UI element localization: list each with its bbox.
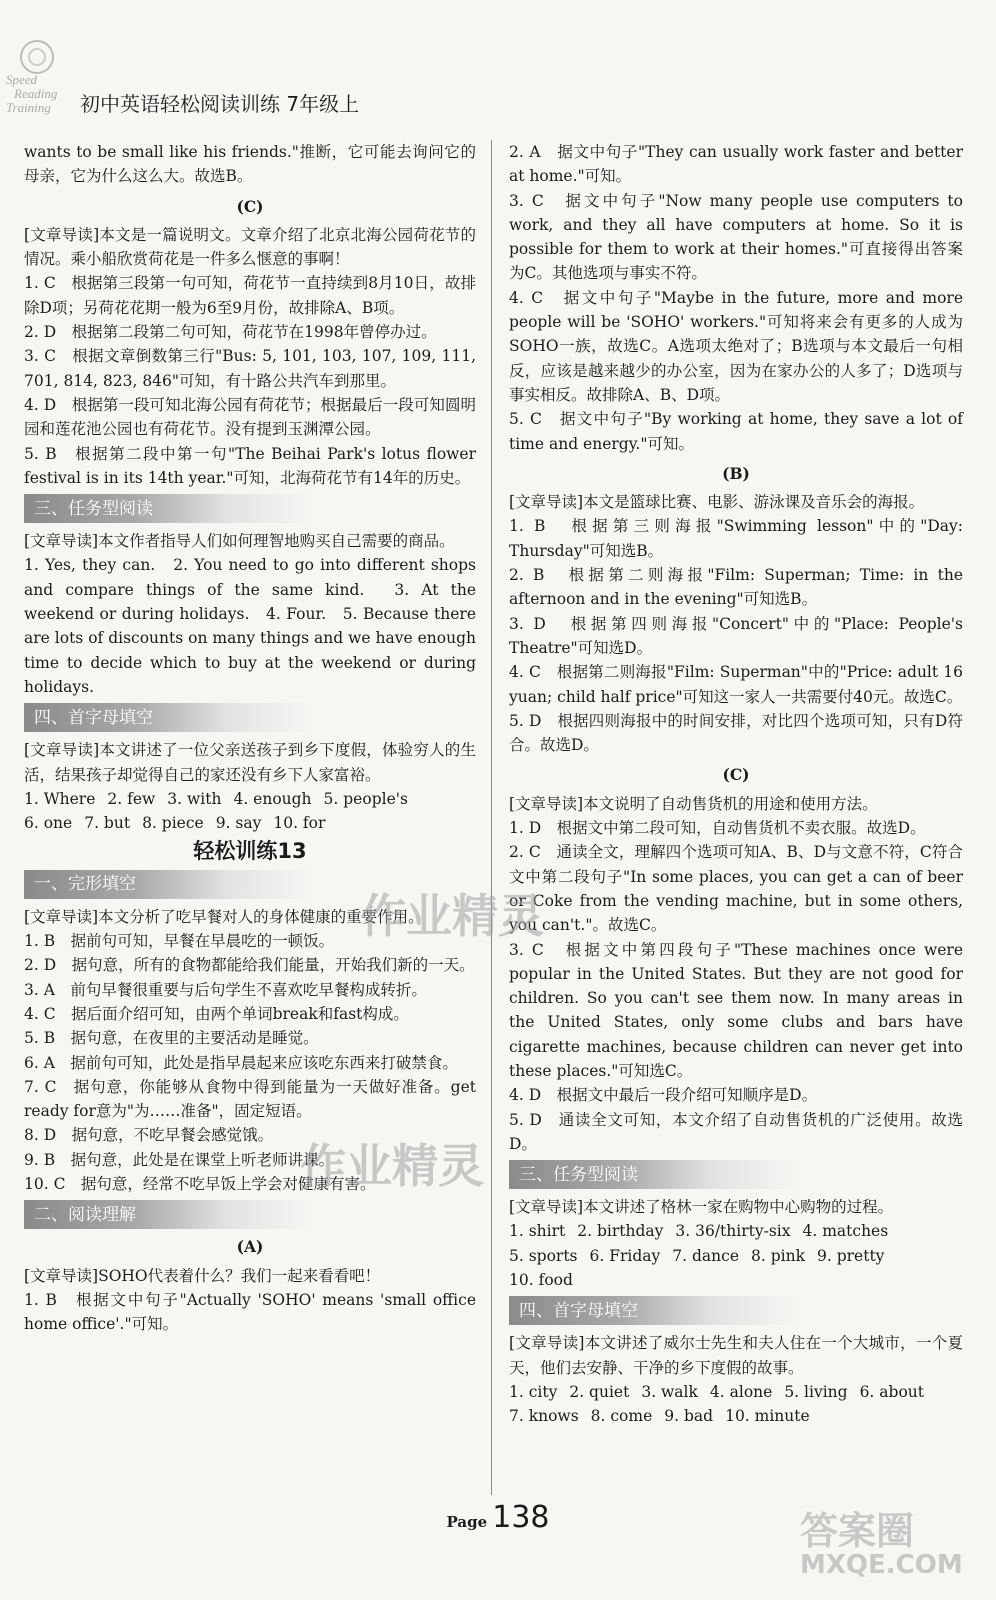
book-logo (6, 38, 72, 118)
answer-word: 4. matches (802, 1222, 889, 1241)
column-divider (491, 140, 492, 1495)
answer-row (509, 1244, 963, 1268)
answer-item: 6. A 据前句可知，此处是指早晨起来应该吃东西来打破禁食。 (24, 1053, 458, 1072)
answer-word: 3. walk (641, 1382, 698, 1401)
article-guide: [文章导读]本文说明了自动售货机的用途和使用方法。 (509, 794, 878, 813)
answer-word: 8. piece (142, 814, 204, 833)
answer-word: 2. few (107, 789, 156, 808)
watermark-site: 答案圈 (800, 1509, 915, 1553)
article-guide: [文章导读]SOHO代表着什么？我们一起来看看吧！ (24, 1266, 381, 1285)
answer-text: wants to be small like his friends."推断，它可能去询问它的母亲，它为什么这么大。故选B。 (24, 143, 476, 186)
answer-item: 5. B 据句意，在夜里的主要活动是睡觉。 (24, 1029, 319, 1048)
answer-row (24, 811, 476, 835)
watermark: 作业精灵 (360, 889, 544, 943)
article-guide: [文章导读]本文作者指导人们如何理智地购买自己需要的商品。 (24, 532, 455, 551)
answer-item: 1. D 根据文中第二段可知，自动售货机不卖衣服。故选D。 (509, 819, 926, 838)
page-footer (0, 1500, 996, 1535)
answer-word: 3. 36/thirty-six (675, 1222, 791, 1241)
answer-item: 2. D 根据第二段第二句可知，荷花节在1998年曾停办过。 (24, 323, 437, 342)
answer-item: 4. D 根据第一段可知北海公园有荷花节；根据最后一段可知圆明园和莲花池公园也有荷花节。没有提到玉渊潭公园。 (24, 395, 476, 439)
watermark: 作业精灵 (300, 1139, 484, 1193)
answer-word: 5. people's (323, 789, 408, 808)
logo-text-2: Reading (14, 86, 58, 101)
answer-word: 1. Where (24, 789, 96, 808)
logo-text-3: Training (6, 100, 51, 115)
answer-row (509, 1380, 963, 1404)
answer-item: 1. B 根据第三则海报"Swimming lesson"中的"Day: Thursday"可知选B。 (509, 517, 963, 560)
answer-word: 5. living (784, 1382, 848, 1401)
article-guide: [文章导读]本文是篮球比赛、电影、游泳课及音乐会的海报。 (509, 493, 925, 512)
answer-item: 4. C 据文中句子"Maybe in the future, more and more people will be 'SOHO' workers."可知将来会有更多的人成为SOHO一族，故选C。A选项太绝对了；B选项与本文最后一句相反，应该是越来越少的办公室，因为在家办公的人多了；D选项与事实相反。故排除A、B、D项。 (509, 288, 963, 404)
answer-word: 10. for (273, 814, 326, 833)
section-banner-initial-letter: 四、首字母填空 (24, 703, 314, 732)
answer-item: 2. A 据文中句子"They can usually work faster and better at home."可知。 (509, 143, 963, 186)
answer-item: 10. C 据句意，经常不吃早饭上学会对健康有害。 (24, 1174, 376, 1193)
answer-item: 3. A 前句早餐很重要与后句学生不喜欢吃早餐构成转折。 (24, 980, 427, 999)
answer-row (509, 1404, 963, 1428)
answer-item: 4. C 据后面介绍可知，由两个单词break和fast构成。 (24, 1004, 409, 1023)
answer-item: 4. D 根据文中最后一段介绍可知顺序是D。 (509, 1086, 818, 1105)
answer-item: 1. B 根据文中句子"Actually 'SOHO' means 'small office home office'."可知。 (24, 1290, 476, 1334)
answer-row (509, 1268, 963, 1292)
article-guide: [文章导读]本文分析了吃早餐对人的身体健康的重要作用。 (24, 907, 424, 926)
page-label: Page (446, 1513, 488, 1531)
answer-item: 7. C 据句意，你能够从食物中得到能量为一天做好准备。get ready for意为"为……准备"，固定短语。 (24, 1077, 476, 1121)
answer-item: 3. C 根据文中第四段句子"These machines once were popular in the United States. But they are not good for children. So you can't see them now. In many areas in the United States, only some clubs and bars have cigarette machines, because children can never get into these places."可知选C。 (509, 940, 963, 1080)
answer-word: 6. one (24, 814, 73, 833)
answer-item: 3. C 据文中句子"Now many people use computers to work, and they all have computers at home. So it is possible for them to work at their homes."可直接得出答案为C。其他选项与事实不符。 (509, 191, 963, 283)
logo-text-1: Speed (6, 72, 38, 87)
answer-item: 5. D 通读全文可知，本文介绍了自动售货机的广泛使用。故选D。 (509, 1110, 963, 1153)
answer-item: 1. Yes, they can. 2. You need to go into different shops and compare things of the same kind. 3. At the weekend or during holidays. 4. Four. 5. Because there are lots of discounts on many things and we have enough time to decide which to buy at the weekend or during holidays. (24, 556, 476, 696)
answer-word: 9. say (215, 814, 262, 833)
training-title: 轻松训练13 (193, 839, 307, 864)
answer-word: 6. about (859, 1382, 924, 1401)
answer-word: 7. but (84, 814, 131, 833)
answer-word: 10. minute (725, 1407, 810, 1426)
answer-item: 4. C 根据第二则海报"Film: Superman"中的"Price: adult 16 yuan; child half price"可知这一家人一共需要付40元。故选C。 (509, 663, 963, 706)
answer-item: 2. B 根据第二则海报"Film: Superman; Time: in the afternoon and in the evening"可知选B。 (509, 566, 963, 609)
logo-inner-ring (28, 48, 46, 66)
section-label-b: (B) (722, 463, 750, 483)
section-banner-task-reading: 三、任务型阅读 (24, 494, 314, 523)
section-label-a: (A) (236, 1237, 264, 1257)
answer-item: 5. C 据文中句子"By working at home, they save a lot of time and energy."可知。 (509, 410, 963, 453)
answer-word: 2. quiet (569, 1382, 630, 1401)
page-number: 138 (492, 1500, 550, 1535)
section-banner-cloze: 一、完形填空 (24, 870, 314, 899)
article-guide: [文章导读]本文是一篇说明文。文章介绍了北京北海公园荷花节的情况。乘小船欣赏荷花是一件多么惬意的事啊！ (24, 225, 476, 269)
answer-word: 8. come (590, 1407, 653, 1426)
answer-row (509, 1219, 963, 1243)
answer-item: 9. B 据句意，此处是在课堂上听老师讲课。 (24, 1150, 335, 1169)
answer-word: 9. bad (664, 1407, 714, 1426)
answer-word: 10. food (509, 1271, 573, 1290)
answer-item: 2. D 据句意，所有的食物都能给我们能量，开始我们新的一天。 (24, 956, 475, 975)
section-banner-reading: 二、阅读理解 (24, 1200, 314, 1229)
answer-word: 1. city (509, 1382, 558, 1401)
section-label-c: (C) (722, 765, 750, 785)
answer-item: 2. C 通读全文，理解四个选项可知A、B、D与文意不符，C符合文中第二段句子"In some places, you can get a can of beer or Coke from the vending machine, but in some others, you can't."。故选C。 (509, 843, 963, 935)
answer-word: 7. dance (672, 1246, 740, 1265)
answer-word: 4. alone (709, 1382, 773, 1401)
section-banner-task-reading: 三、任务型阅读 (509, 1160, 799, 1189)
answer-row (24, 787, 476, 811)
answer-word: 2. birthday (577, 1222, 664, 1241)
answer-word: 7. knows (509, 1407, 579, 1426)
article-guide: [文章导读]本文讲述了格林一家在购物中心购物的过程。 (509, 1198, 894, 1217)
answer-word: 8. pink (751, 1246, 805, 1265)
page-header-title: 初中英语轻松阅读训练 7年级上 (80, 92, 360, 116)
answer-word: 5. sports (509, 1246, 578, 1265)
answer-item: 3. C 根据文章倒数第三行"Bus: 5, 101, 103, 107, 109, 111, 701, 814, 823, 846"可知，有十路公共汽车到那里。 (24, 347, 476, 390)
section-label-c: (C) (236, 196, 264, 216)
section-banner-initial-letter: 四、首字母填空 (509, 1296, 799, 1325)
right-column (509, 140, 963, 1429)
article-guide: [文章导读]本文讲述了威尔士先生和夫人住在一个大城市，一个夏天，他们去安静、干净的乡下度假的故事。 (509, 1334, 963, 1377)
answer-word: 9. pretty (817, 1246, 885, 1265)
answer-word: 4. enough (233, 789, 312, 808)
answer-item: 5. B 根据第二段中第一句"The Beihai Park's lotus flower festival is in its 14th year."可知，北海荷花节有14年的历史。 (24, 444, 476, 487)
answer-word: 1. shirt (509, 1222, 566, 1241)
watermark-site-url: MXQE.COM (800, 1550, 963, 1580)
answer-item: 1. C 根据第三段第一句可知，荷花节一直持续到8月10日，故排除D项；另荷花花期一般为6至9月份，故排除A、B项。 (24, 274, 476, 317)
answer-item: 8. D 据句意，不吃早餐会感觉饿。 (24, 1126, 274, 1145)
answer-word: 3. with (167, 789, 222, 808)
answer-word: 6. Friday (589, 1246, 661, 1265)
answer-item: 1. B 据前句可知，早餐在早晨吃的一顿饭。 (24, 932, 335, 951)
article-guide: [文章导读]本文讲述了一位父亲送孩子到乡下度假，体验穷人的生活，结果孩子却觉得自己的家还没有乡下人家富裕。 (24, 741, 476, 784)
answer-item: 5. D 根据四则海报中的时间安排，对比四个选项可知，只有D符合。故选D。 (509, 711, 963, 755)
answer-item: 3. D 根据第四则海报"Concert"中的"Place: People's Theatre"可知选D。 (509, 614, 963, 657)
